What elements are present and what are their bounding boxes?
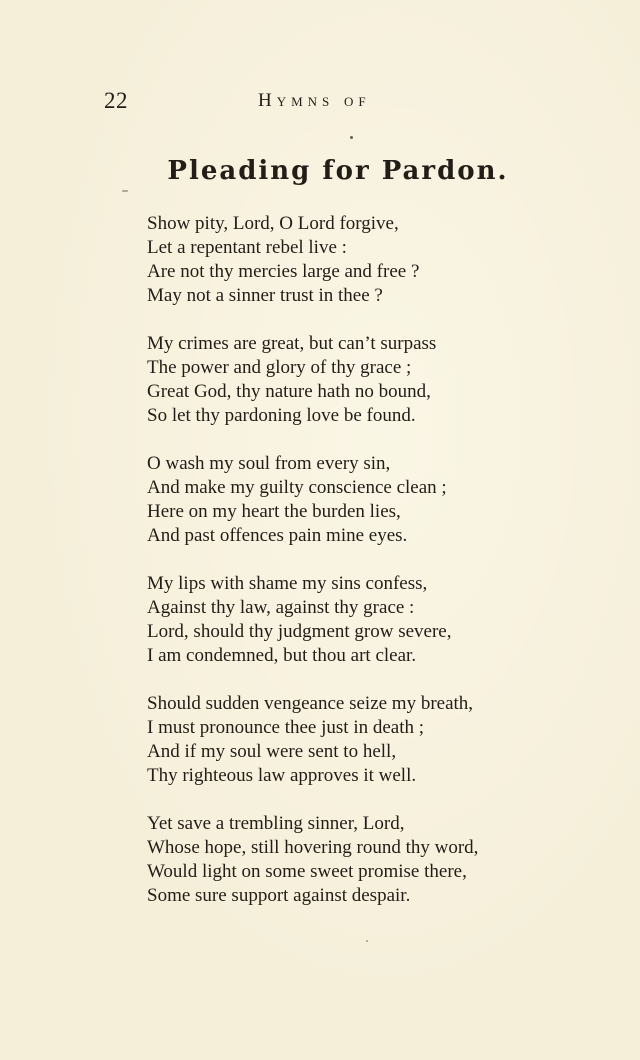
stanza-5 bbox=[147, 692, 617, 788]
verse-line: Thy righteous law approves it well. bbox=[147, 765, 417, 786]
verse-line: Here on my heart the burden lies, bbox=[147, 501, 401, 522]
verse-line: Great God, thy nature hath no bound, bbox=[147, 381, 431, 402]
verse-line: Are not thy mercies large and free ? bbox=[147, 261, 420, 282]
hymn-text bbox=[147, 212, 617, 932]
stanza-6 bbox=[147, 812, 617, 908]
stanza-4 bbox=[147, 572, 617, 668]
verse-line: And if my soul were sent to hell, bbox=[147, 741, 397, 762]
verse-line: And make my guilty conscience clean ; bbox=[147, 477, 447, 498]
verse-line: Should sudden vengeance seize my breath, bbox=[147, 693, 474, 714]
verse-line: I am condemned, but thou art clear. bbox=[147, 645, 417, 666]
stanza-3 bbox=[147, 452, 617, 548]
running-head: Hymns of bbox=[258, 90, 371, 111]
print-speck-mark bbox=[122, 190, 128, 192]
verse-line: My lips with shame my sins confess, bbox=[147, 573, 428, 594]
verse-line: The power and glory of thy grace ; bbox=[147, 357, 412, 378]
verse-line: So let thy pardoning love be found. bbox=[147, 405, 416, 426]
verse-line: Yet save a trembling sinner, Lord, bbox=[147, 813, 405, 834]
verse-line: Would light on some sweet promise there, bbox=[147, 861, 467, 882]
verse-line: Let a repentant rebel live : bbox=[147, 237, 347, 258]
verse-line: May not a sinner trust in thee ? bbox=[147, 285, 383, 306]
print-speck-mark bbox=[366, 940, 368, 942]
verse-line: Against thy law, against thy grace : bbox=[147, 597, 415, 618]
stanza-1 bbox=[147, 212, 617, 308]
verse-line: Whose hope, still hovering round thy word, bbox=[147, 837, 479, 858]
verse-line: Show pity, Lord, O Lord forgive, bbox=[147, 213, 399, 234]
verse-line: I must pronounce thee just in death ; bbox=[147, 717, 425, 738]
page-number: 22 bbox=[104, 88, 128, 113]
verse-line: Lord, should thy judgment grow severe, bbox=[147, 621, 452, 642]
verse-line: Some sure support against despair. bbox=[147, 885, 411, 906]
verse-line: O wash my soul from every sin, bbox=[147, 453, 391, 474]
stanza-2 bbox=[147, 332, 617, 428]
hymn-title: Pleading for Pardon. bbox=[167, 156, 509, 186]
verse-line: And past offences pain mine eyes. bbox=[147, 525, 408, 546]
verse-line: My crimes are great, but can’t surpass bbox=[147, 333, 437, 354]
print-speck-mark bbox=[350, 136, 353, 139]
